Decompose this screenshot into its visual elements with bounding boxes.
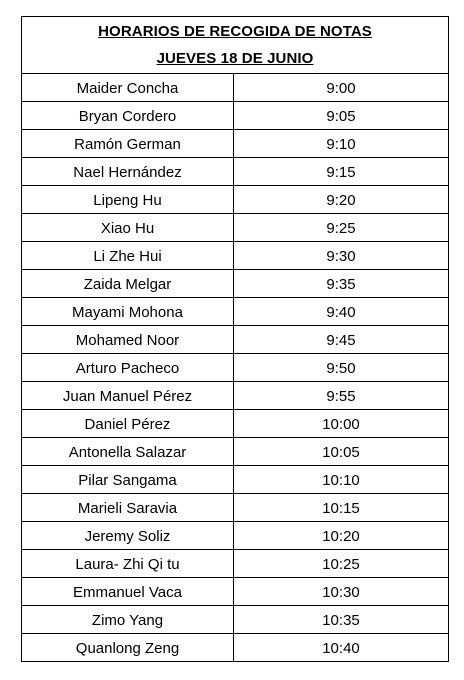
pickup-time-cell: 9:35 — [326, 275, 356, 293]
student-name-cell: Zimo Yang — [22, 606, 234, 633]
pickup-time-cell: 9:10 — [326, 135, 356, 153]
student-name-cell: Daniel Pérez — [22, 410, 234, 437]
pickup-time-cell: 10:10 — [322, 471, 360, 489]
pickup-time-cell: 10:05 — [322, 443, 360, 461]
table-row — [22, 102, 448, 130]
table-row — [22, 466, 448, 494]
student-name-cell: Emmanuel Vaca — [22, 578, 234, 605]
pickup-time-cell: 9:05 — [326, 107, 356, 125]
table-row — [22, 578, 448, 606]
table-row — [22, 326, 448, 354]
student-name-cell: Xiao Hu — [22, 214, 234, 241]
pickup-time-cell: 9:40 — [326, 303, 356, 321]
pickup-time-cell: 9:00 — [326, 79, 356, 97]
table-title: HORARIOS DE RECOGIDA DE NOTAS — [98, 23, 372, 40]
pickup-time-cell: 10:20 — [322, 527, 360, 545]
pickup-time-cell: 10:25 — [322, 555, 360, 573]
pickup-time-cell: 9:50 — [326, 359, 356, 377]
table-row — [22, 130, 448, 158]
table-header — [22, 17, 448, 74]
table-row — [22, 214, 448, 242]
pickup-time-cell: 10:15 — [322, 499, 360, 517]
table-date: JUEVES 18 DE JUNIO — [156, 50, 314, 67]
table-row — [22, 606, 448, 634]
table-row — [22, 522, 448, 550]
pickup-time-cell: 10:00 — [322, 415, 360, 433]
student-name-cell: Maider Concha — [22, 74, 234, 101]
student-name-cell: Arturo Pacheco — [22, 354, 234, 381]
student-name-cell: Mayami Mohona — [22, 298, 234, 325]
student-name-cell: Li Zhe Hui — [22, 242, 234, 269]
student-name-cell: Juan Manuel Pérez — [22, 382, 234, 409]
student-name-cell: Antonella Salazar — [22, 438, 234, 465]
pickup-time-cell: 10:35 — [322, 611, 360, 629]
table-row — [22, 354, 448, 382]
student-name-cell: Laura- Zhi Qi tu — [22, 550, 234, 577]
student-name-cell: Zaida Melgar — [22, 270, 234, 297]
pickup-time-cell: 9:25 — [326, 219, 356, 237]
table-row — [22, 550, 448, 578]
table-row — [22, 242, 448, 270]
table-row — [22, 158, 448, 186]
student-name-cell: Ramón German — [22, 130, 234, 157]
pickup-time-cell: 9:55 — [326, 387, 356, 405]
student-name-cell: Quanlong Zeng — [22, 634, 234, 661]
pickup-time-cell: 9:15 — [326, 163, 356, 181]
table-row — [22, 186, 448, 214]
table-row — [22, 270, 448, 298]
pickup-time-cell: 9:30 — [326, 247, 356, 265]
student-name-cell: Jeremy Soliz — [22, 522, 234, 549]
table-row — [22, 494, 448, 522]
student-name-cell: Mohamed Noor — [22, 326, 234, 353]
student-name-cell: Bryan Cordero — [22, 102, 234, 129]
pickup-time-cell: 9:20 — [326, 191, 356, 209]
table-row — [22, 438, 448, 466]
pickup-time-cell: 10:40 — [322, 639, 360, 657]
table-row — [22, 382, 448, 410]
pickup-time-cell: 9:45 — [326, 331, 356, 349]
student-name-cell: Nael Hernández — [22, 158, 234, 185]
table-body — [22, 74, 448, 661]
schedule-table — [21, 16, 449, 662]
pickup-time-cell: 10:30 — [322, 583, 360, 601]
table-row — [22, 74, 448, 102]
table-row — [22, 634, 448, 661]
table-row — [22, 410, 448, 438]
table-row — [22, 298, 448, 326]
student-name-cell: Lipeng Hu — [22, 186, 234, 213]
student-name-cell: Marieli Saravia — [22, 494, 234, 521]
student-name-cell: Pilar Sangama — [22, 466, 234, 493]
